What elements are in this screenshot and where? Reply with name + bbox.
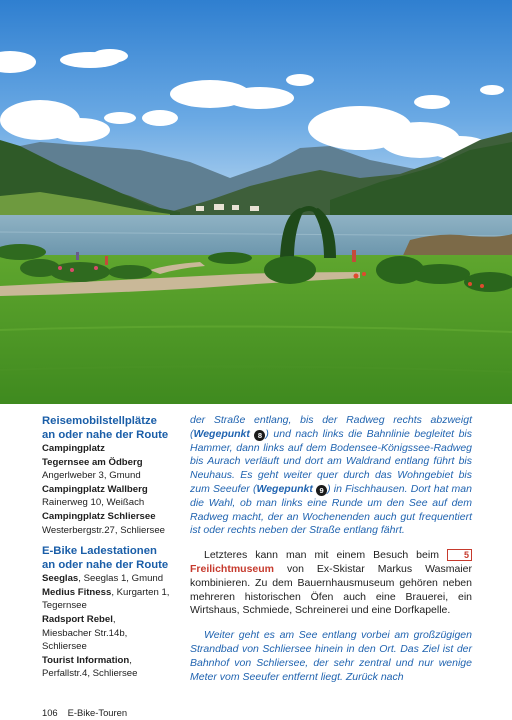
sidebar-heading-charging: E-Bike Ladestationen an oder nahe der Route [42, 545, 169, 572]
campsite-name: Campingplatz Schliersee [42, 510, 156, 522]
sidebar-info-box [42, 414, 178, 681]
campsite-name: Tegernsee am Ödberg [42, 456, 143, 468]
charging-station: Radsport Rebel, [42, 613, 116, 625]
waypoint-label: Wegepunkt [193, 427, 250, 440]
page-number: 106 [42, 707, 58, 718]
charging-station: Tourist Information, [42, 654, 132, 666]
charging-station-address: Miesbacher Str.14b, [42, 627, 128, 639]
campsite-name: Campingplatz Wallberg [42, 483, 148, 495]
campsite-address: Westerbergstr.27, Schliersee [42, 524, 165, 536]
main-text-column [190, 414, 472, 684]
campsite-address: Angerlweber 3, Gmund [42, 470, 141, 482]
waypoint-label: Wegepunkt [256, 482, 313, 495]
museum-paragraph: Letzteres kann man mit einem Besuch beim 5 Freilichtmuseum von Ex-Skistar Markus Wasmaier kombinieren. Zu dem Bauernhausmuseum gehören neben mehreren historischen Öfen auch eine Brauerei, ein Wirtshaus, Schmiede, Schreinerei und eine Dorfkapelle. [190, 549, 472, 617]
running-title: E-Bike-Touren [67, 707, 128, 718]
waypoint-marker-icon: 8 [254, 430, 265, 441]
charging-station-address: Schliersee [42, 641, 87, 653]
poi-number-badge: 5 [447, 549, 472, 561]
charging-station-address: Perfallstr.4, Schliersee [42, 668, 138, 680]
campsite-address: Rainerweg 10, Weißach [42, 497, 145, 509]
route-description-paragraph: der Straße entlang, bis der Radweg rechts abzweigt (Wegepunkt 8 ) und nach links die Bahnlinie begleitet bis Hammer, dann links auf dem Bodensee-Königssee-Radweg bis Aurach verläuft und dort am Waldrand entlang führt bis Neuhaus. Es geht weiter quer durch das Wohngebiet bis zum Seeufer (Wegepunkt 9 ) in Fischhausen. Dort hat man die Wahl, ob man links eine Runde um den See auf dem Radweg macht, der an Wochenenden auch gut frequentiert ist oder rechts neben der Straße entlang fährt. [190, 414, 472, 537]
museum-name: Freilichtmuseum [190, 562, 275, 575]
waypoint-marker-icon: 9 [316, 485, 327, 496]
campsite-name: Campingplatz [42, 443, 105, 454]
sidebar-heading-campsites: Reisemobilstellplätze an oder nahe der Route [42, 415, 169, 441]
charging-station-address: Tegernsee [42, 600, 87, 612]
route-description-paragraph: Weiter geht es am See entlang vorbei am großzügigen Strandbad von Schliersee hinein in den Ort. Das Ziel ist der Bahnhof von Schliersee, der sehr zentral und nur wenige Meter vom Seeufer entfernt liegt. Zurück nach [190, 629, 472, 683]
charging-station: Seeglas, Seeglas 1, Gmund [42, 573, 164, 585]
charging-station: Medius Fitness, Kurgarten 1, [42, 586, 170, 598]
page-footer [42, 707, 127, 718]
